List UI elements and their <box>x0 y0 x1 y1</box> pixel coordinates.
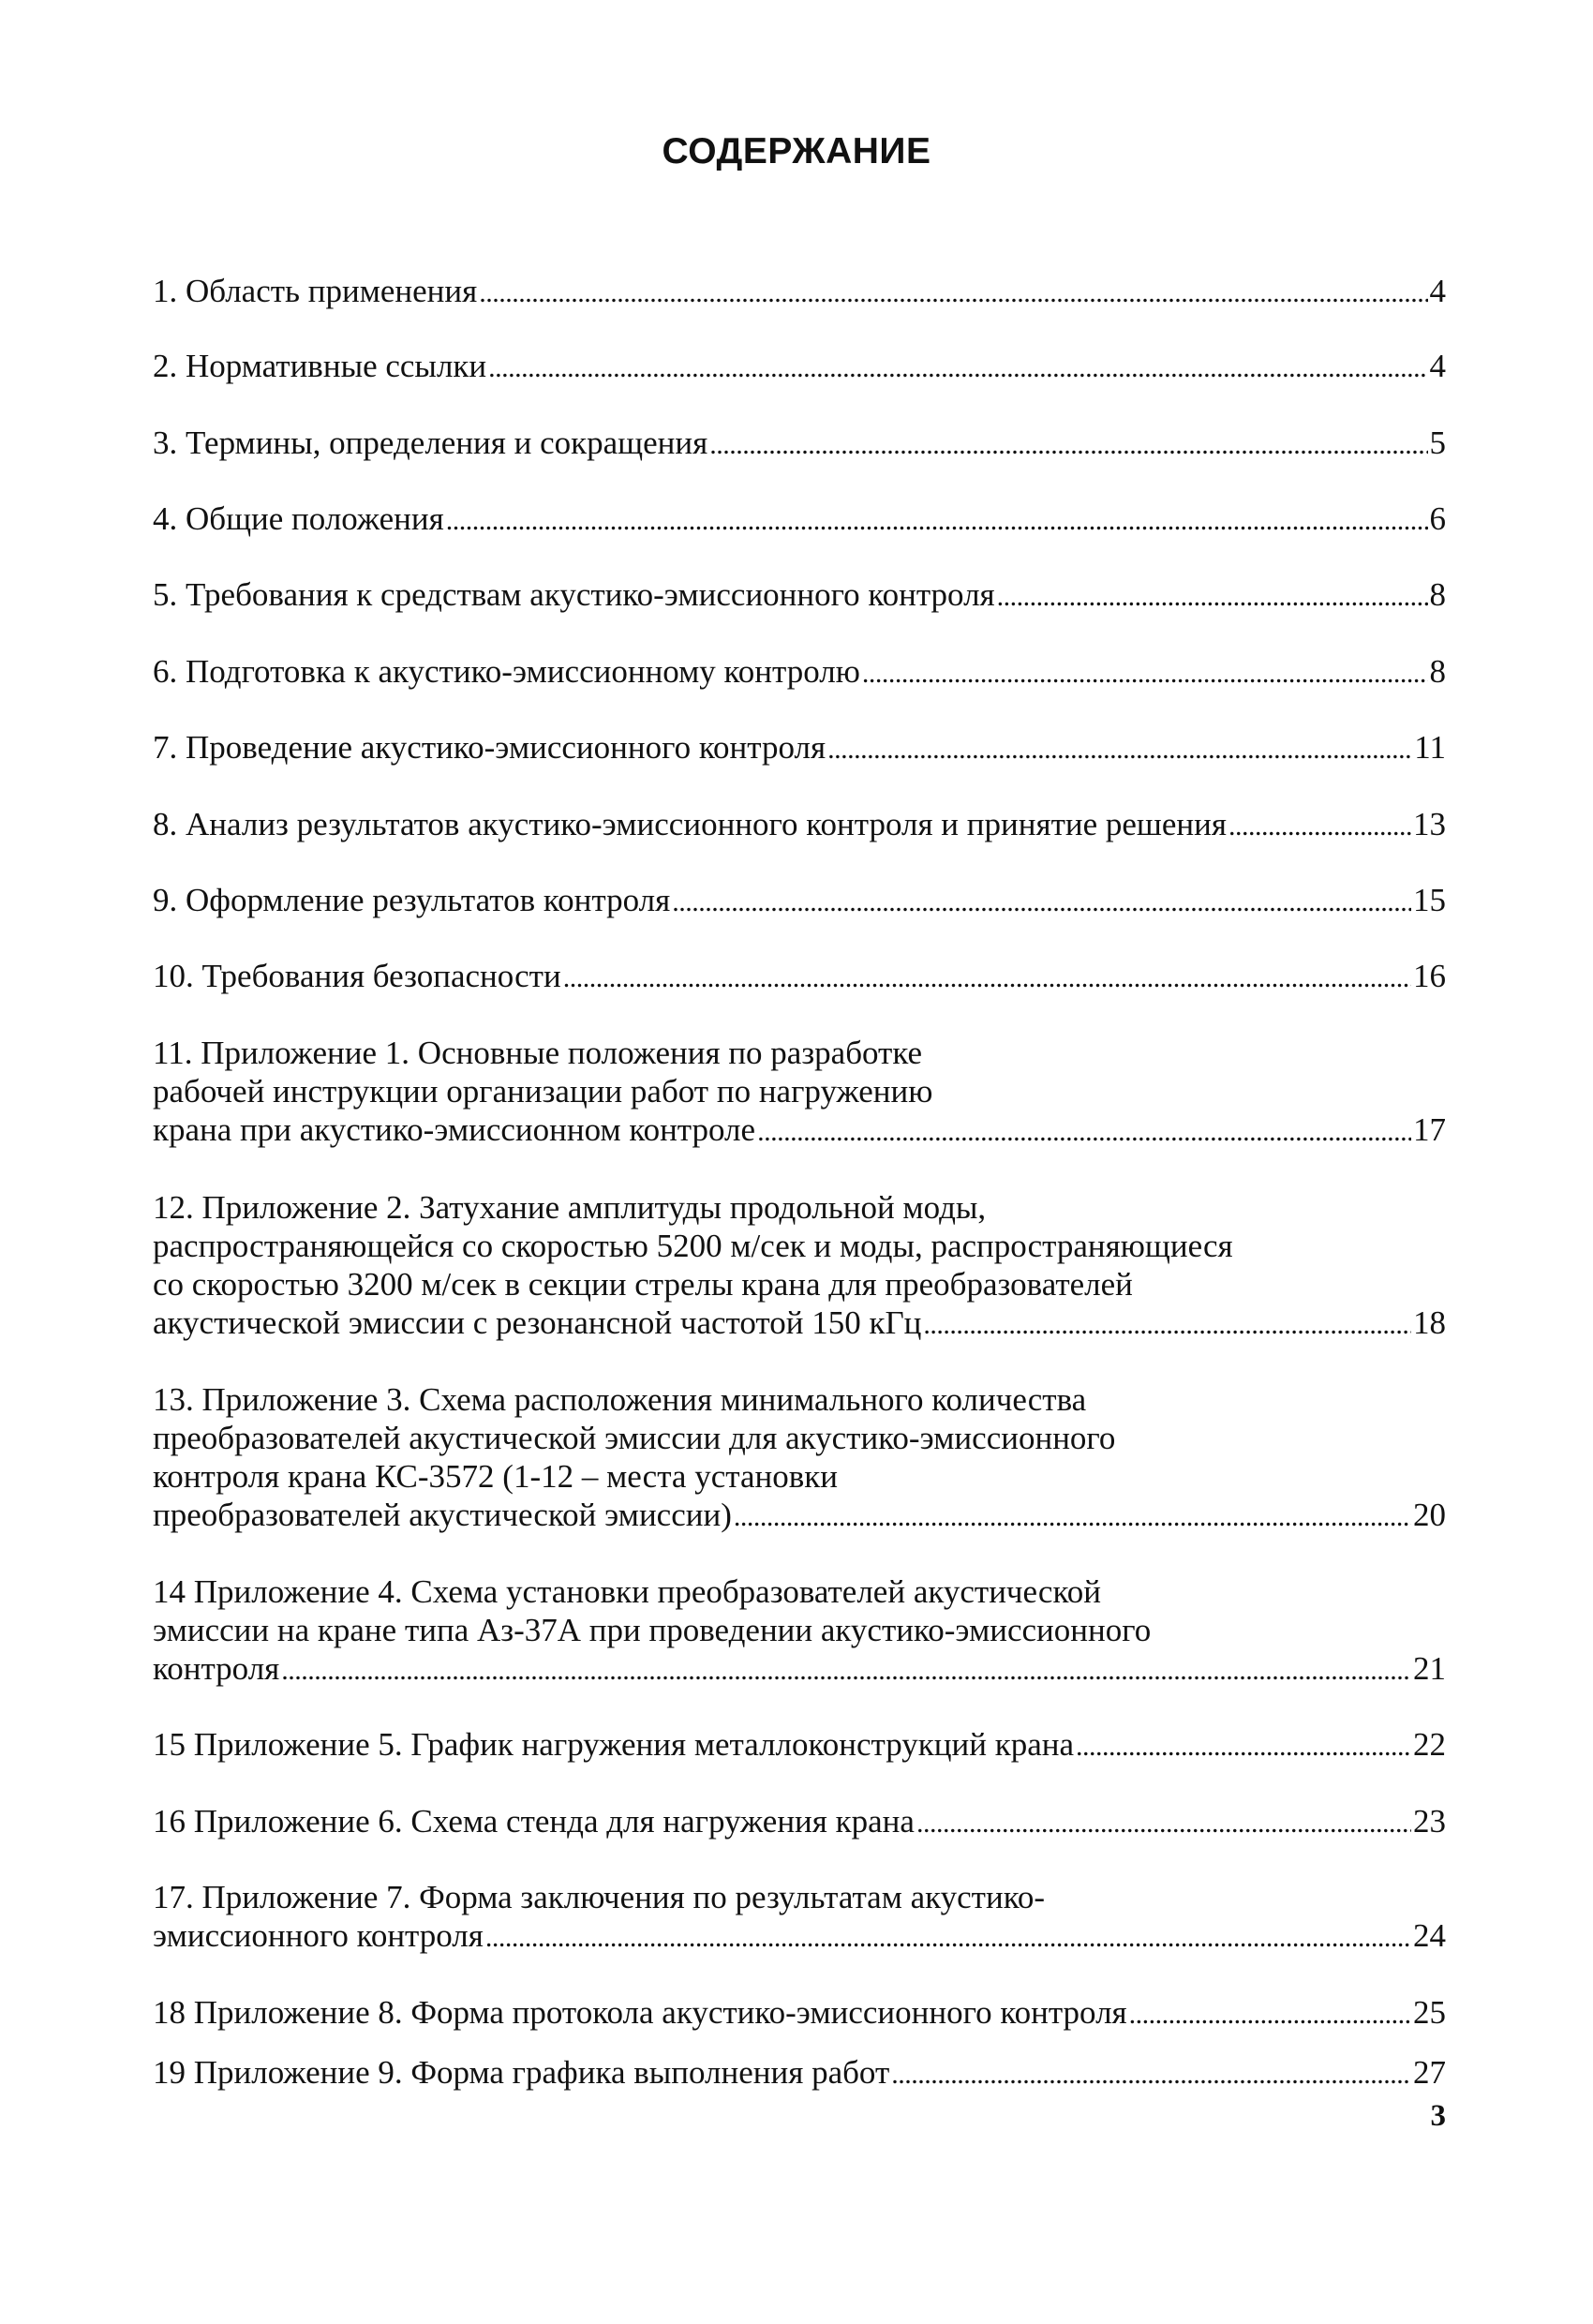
toc-entry-row <box>153 424 1446 464</box>
dot-leader <box>923 1304 1411 1344</box>
toc-entry-row <box>153 1110 1446 1151</box>
toc-entry-text: 18 Приложение 8. Форма протокола акустико-эмиссионного контроля <box>153 1994 1127 2031</box>
dot-leader <box>281 1649 1411 1690</box>
toc-entry-text: крана при акустико-эмиссионном контроле <box>153 1111 756 1148</box>
toc-entry <box>153 575 1446 616</box>
toc-entry-text: 3. Термины, определения и сокращения <box>153 425 708 461</box>
toc-entry-text: 8. Анализ результатов акустико-эмиссионного контроля и принятие решения <box>153 806 1227 842</box>
dot-leader <box>916 1802 1411 1842</box>
toc-page-number: 23 <box>1413 1803 1446 1840</box>
toc-entry-text: 9. Оформление результатов контроля <box>153 882 671 918</box>
toc-entry-text: 4. Общие положения <box>153 500 444 537</box>
dot-leader <box>757 1110 1411 1151</box>
toc-page-number: 20 <box>1413 1497 1446 1533</box>
toc-page-number: 18 <box>1413 1304 1446 1341</box>
toc-entry <box>153 957 1446 997</box>
toc-entry-text: 1. Область применения <box>153 273 478 309</box>
toc-page-number: 4 <box>1429 273 1446 309</box>
toc-entry-row <box>153 272 1446 312</box>
toc-entry-row <box>153 2053 1446 2093</box>
toc-entry <box>153 881 1446 921</box>
toc-entry-text: 5. Требования к средствам акустико-эмиссионного контроля <box>153 576 995 613</box>
toc-entry-row <box>153 575 1446 616</box>
dot-leader <box>488 347 1427 387</box>
dot-leader <box>563 957 1411 997</box>
dot-leader <box>709 424 1427 464</box>
toc-entry <box>153 1380 1446 1536</box>
toc-entry-text: 10. Требования безопасности <box>153 958 561 994</box>
toc-entry-text: 6. Подготовка к акустико-эмиссионному контролю <box>153 653 860 690</box>
toc-page-number: 4 <box>1429 348 1446 384</box>
toc-page-number: 8 <box>1429 653 1446 690</box>
toc-entry-text: 7. Проведение акустико-эмиссионного контроля <box>153 729 826 766</box>
dot-leader <box>997 575 1428 616</box>
toc-entry-text: 13. Приложение 3. Схема расположения минимального количества <box>153 1381 1087 1418</box>
dot-leader <box>446 499 1428 540</box>
toc-entry <box>153 499 1446 540</box>
toc-entry-text: 2. Нормативные ссылки <box>153 348 487 384</box>
toc-page-number: 6 <box>1429 500 1446 537</box>
toc-entry-text: преобразователей акустической эмиссии для акустико-эмиссионного <box>153 1420 1116 1456</box>
toc-entry <box>153 347 1446 387</box>
toc-entry <box>153 2053 1446 2093</box>
toc-entry <box>153 1572 1446 1690</box>
page-title: СОДЕРЖАНИЕ <box>662 131 931 171</box>
toc-entry-row <box>153 1496 1446 1536</box>
toc-entry-row <box>153 1802 1446 1842</box>
toc-entry-text: 17. Приложение 7. Форма заключения по результатам акустико- <box>153 1879 1046 1915</box>
toc-page-number: 16 <box>1413 958 1446 994</box>
toc-entry <box>153 805 1446 845</box>
toc-page-number: 21 <box>1413 1650 1446 1687</box>
dot-leader <box>485 1916 1411 1957</box>
toc-entry-text: 19 Приложение 9. Форма графика выполнения работ <box>153 2054 890 2091</box>
dot-leader <box>1076 1725 1411 1765</box>
toc-page-number: 13 <box>1413 806 1446 842</box>
toc-entry-text: контроля <box>153 1650 280 1687</box>
toc-entry-row <box>153 1649 1446 1690</box>
toc-entry-text: 12. Приложение 2. Затухание амплитуды продольной моды, <box>153 1189 987 1226</box>
toc-entry <box>153 728 1446 768</box>
toc-entry-row <box>153 347 1446 387</box>
dot-leader <box>827 728 1412 768</box>
toc-entry <box>153 272 1446 312</box>
toc-page-number: 11 <box>1414 729 1446 766</box>
toc-entry <box>153 1878 1446 1957</box>
toc-page-number: 17 <box>1413 1111 1446 1148</box>
toc-entry-row <box>153 728 1446 768</box>
dot-leader <box>891 2053 1411 2093</box>
toc-page-number: 24 <box>1413 1917 1446 1954</box>
toc-entry-text: распространяющейся со скоростью 5200 м/сек и моды, распространяющиеся <box>153 1228 1233 1264</box>
toc-entry <box>153 1993 1446 2034</box>
dot-leader <box>1228 805 1411 845</box>
toc-entry-text: 16 Приложение 6. Схема стенда для нагружения крана <box>153 1803 915 1840</box>
toc-entry-row <box>153 499 1446 540</box>
toc-page-number: 5 <box>1429 425 1446 461</box>
toc-page-number: 15 <box>1413 882 1446 918</box>
toc-entry-text: эмиссионного контроля <box>153 1917 484 1954</box>
toc-entry-text: контроля крана КС-3572 (1-12 – места установки <box>153 1458 839 1495</box>
page-number: 3 <box>1430 2099 1446 2133</box>
dot-leader <box>1129 1993 1411 2034</box>
dot-leader <box>734 1496 1411 1536</box>
toc-entry-text: со скоростью 3200 м/сек в секции стрелы крана для преобразователей <box>153 1266 1133 1303</box>
toc-entry-row <box>153 805 1446 845</box>
toc-entry-text: эмиссии на кране типа Аз-37А при проведении акустико-эмиссионного <box>153 1612 1152 1648</box>
toc-page-number: 25 <box>1413 1994 1446 2031</box>
toc-entry-text: акустической эмиссии с резонансной частотой 150 кГц <box>153 1304 922 1341</box>
toc-entry-row <box>153 1916 1446 1957</box>
toc-entry-row <box>153 957 1446 997</box>
toc-entry <box>153 1802 1446 1842</box>
dot-leader <box>672 881 1411 921</box>
toc-page-number: 22 <box>1413 1726 1446 1763</box>
toc-entry-row <box>153 1725 1446 1765</box>
toc-entry <box>153 424 1446 464</box>
dot-leader <box>862 652 1428 693</box>
toc-entry-row <box>153 1304 1446 1344</box>
toc-entry-text: 11. Приложение 1. Основные положения по разработке <box>153 1035 923 1071</box>
toc-entry-text: рабочей инструкции организации работ по нагружению <box>153 1073 933 1110</box>
toc-entry <box>153 1725 1446 1765</box>
toc-entry <box>153 1188 1446 1344</box>
toc-entry-text: 14 Приложение 4. Схема установки преобразователей акустической <box>153 1573 1101 1610</box>
toc-page-number: 8 <box>1429 576 1446 613</box>
toc-entry-text: преобразователей акустической эмиссии) <box>153 1497 732 1533</box>
toc-entry <box>153 652 1446 693</box>
toc-entry-row <box>153 1993 1446 2034</box>
toc-entry-row <box>153 652 1446 693</box>
toc-entry-row <box>153 881 1446 921</box>
toc-entry <box>153 1034 1446 1151</box>
toc-page-number: 27 <box>1413 2054 1446 2091</box>
dot-leader <box>479 272 1427 312</box>
toc-entry-text: 15 Приложение 5. График нагружения металлоконструкций крана <box>153 1726 1075 1763</box>
